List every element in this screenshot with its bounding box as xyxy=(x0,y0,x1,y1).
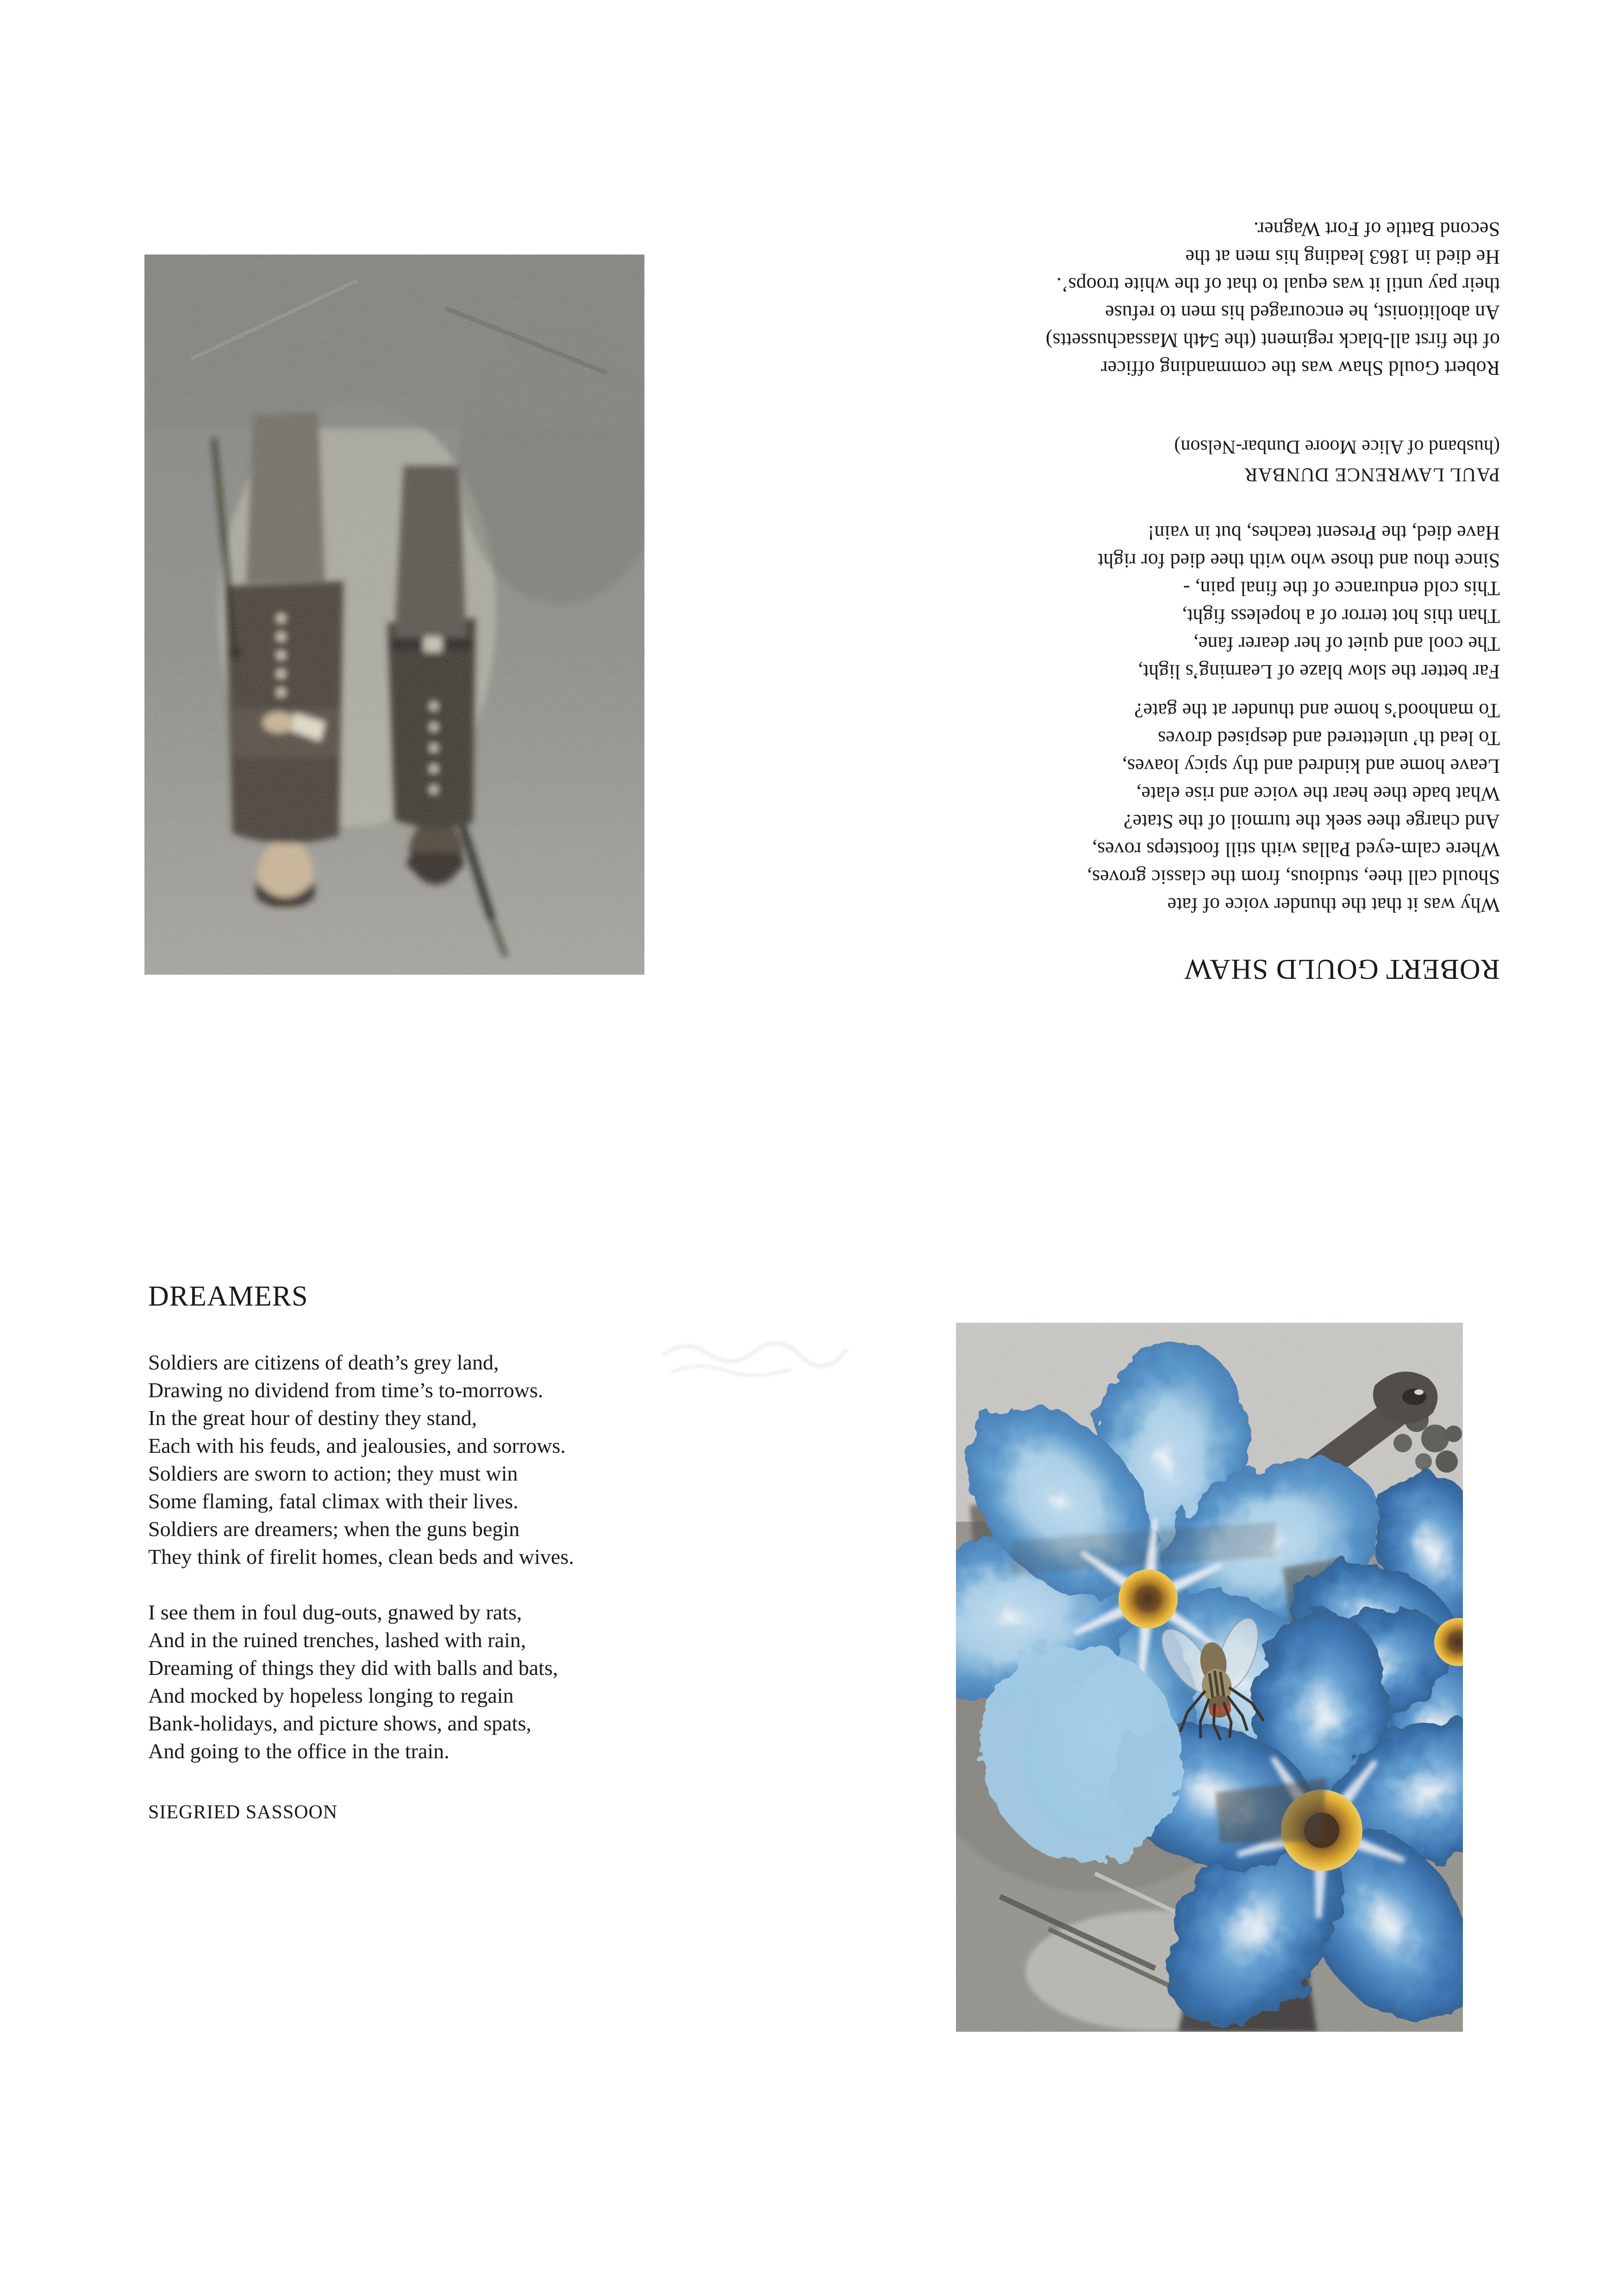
poem-line: Second Battle of Fort Wagner. xyxy=(1253,218,1500,241)
poem-line: their pay until it was equal to that of the white troops’. xyxy=(1056,274,1500,296)
civil-war-soldiers-photograph xyxy=(144,255,644,975)
dreamers-poem-block xyxy=(148,1282,819,1826)
poem-line: Some flaming, fatal climax with their lives. xyxy=(148,1489,518,1513)
shaw-poem-author: PAUL LAWRENCE DUNBAR xyxy=(1244,464,1500,485)
poem-line: An abolitionist, he encouraged his men to refuse xyxy=(1105,301,1500,324)
poem-line: And in the ruined trenches, lashed with rain, xyxy=(148,1628,526,1652)
poem-line: Why was it that the thunder voice of fate xyxy=(1167,894,1500,916)
dreamers-stanza-1 xyxy=(148,1349,819,1571)
poem-line: Since thou and those who with thee died for right xyxy=(1098,549,1500,572)
shaw-bio-note xyxy=(852,215,1500,382)
poem-line: The cool and quiet of her dearer fane, xyxy=(1193,633,1500,655)
poem-line: Should call thee, studious, from the classic groves, xyxy=(1087,866,1500,889)
poem-line: What bade thee hear the voice and rise elate, xyxy=(1136,783,1500,805)
dreamers-stanza-2 xyxy=(148,1599,819,1765)
dreamers-poem-title: DREAMERS xyxy=(148,1281,308,1312)
poem-line: Soldiers are dreamers; when the guns begin xyxy=(148,1517,520,1541)
poem-line: Soldiers are sworn to action; they must win xyxy=(148,1462,518,1485)
poem-line: I see them in foul dug-outs, gnawed by rats, xyxy=(148,1600,522,1624)
shaw-stanza-2 xyxy=(852,519,1500,685)
poem-line: Than this hot terror of a hopeless fight, xyxy=(1182,605,1500,628)
poem-line: of the first all-black regiment (the 54th Massachussetts) xyxy=(1045,329,1500,352)
poem-line: To lead th’ unlettered and despised droves xyxy=(1158,727,1500,750)
dreamers-poem-author: SIEGRIED SASSOON xyxy=(148,1802,338,1823)
shaw-poem-block xyxy=(852,215,1500,983)
poem-line: Far better the slow blaze of Learning’s light, xyxy=(1138,660,1500,683)
poem-line: Dreaming of things they did with balls and bats, xyxy=(148,1656,558,1680)
poem-line: And mocked by hopeless longing to regain xyxy=(148,1684,514,1707)
poem-line: To manhood’s home and thunder at the gate? xyxy=(1134,699,1500,722)
shaw-author-note: (husband of Alice Moore Dunbar-Nelson) xyxy=(1174,436,1500,457)
shaw-stanza-1 xyxy=(852,697,1500,919)
poem-line: And going to the office in the train. xyxy=(148,1739,450,1763)
shaw-poem-title: ROBERT GOULD SHAW xyxy=(1184,953,1500,985)
forget-me-not-tank-collage-photograph xyxy=(956,1323,1463,2032)
poem-line: Robert Gould Shaw was the commanding officer xyxy=(1101,357,1500,380)
poem-line: Leave home and kindred and thy spicy loaves, xyxy=(1122,755,1500,778)
poem-line: Have died, the Present teaches, but in vain! xyxy=(1147,522,1500,544)
poem-line: They think of firelit homes, clean beds and wives. xyxy=(148,1545,574,1568)
poem-line: Bank-holidays, and picture shows, and spats, xyxy=(148,1711,531,1735)
poem-line: He died in 1863 leading his men at the xyxy=(1185,246,1500,268)
poem-line: This cold endurance of the final pain, - xyxy=(1183,577,1500,600)
film-grain xyxy=(956,1323,1463,2032)
poem-line: Drawing no dividend from time’s to-morrows. xyxy=(148,1378,543,1402)
poem-line: And charge thee seek the turmoil of the State? xyxy=(1124,810,1500,833)
film-grain xyxy=(144,255,644,975)
poem-line: Where calm-eyed Pallas with still footsteps roves, xyxy=(1092,838,1500,861)
shaw-author-block xyxy=(852,433,1500,488)
poem-line: Each with his feuds, and jealousies, and sorrows. xyxy=(148,1434,566,1457)
poem-line: Soldiers are citizens of death’s grey land, xyxy=(148,1350,499,1374)
poem-line: In the great hour of destiny they stand, xyxy=(148,1406,477,1430)
